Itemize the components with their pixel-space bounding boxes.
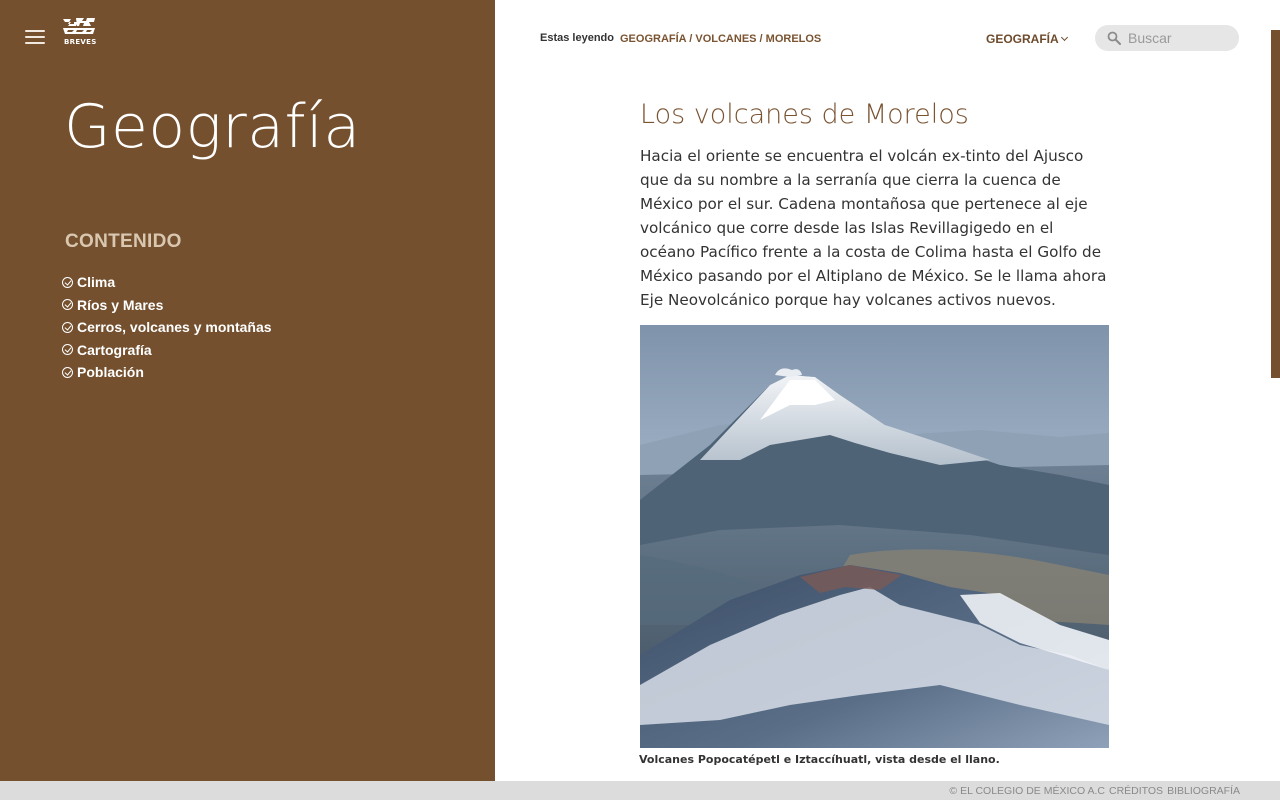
toc-item-label: Cartografía (77, 341, 152, 358)
reading-label: Estas leyendo (540, 32, 614, 44)
category-dropdown[interactable] (986, 32, 1067, 46)
magnifier-icon (1107, 31, 1121, 45)
footer (0, 781, 1280, 800)
check-circle-icon (62, 344, 73, 355)
logo-mark-icon (62, 17, 96, 35)
check-circle-icon (62, 367, 73, 378)
scrollbar-thumb[interactable] (1271, 30, 1280, 378)
toc-item-label: Ríos y Mares (77, 296, 164, 313)
toc-item-clima[interactable] (62, 271, 272, 294)
section-title: Geografía (64, 92, 361, 162)
bibliography-link[interactable]: BIBLIOGRAFÍA (1167, 785, 1240, 797)
article-title: Los volcanes de Morelos (640, 99, 969, 130)
check-circle-icon (62, 299, 73, 310)
contents-title: CONTENIDO (65, 231, 182, 252)
toc-item-label: Clima (77, 274, 116, 291)
logo[interactable] (62, 17, 98, 49)
category-dropdown-label: GEOGRAFÍA (986, 32, 1059, 46)
toc-item-cerros[interactable] (62, 316, 272, 339)
article-body: Hacia el oriente se encuentra el volcán ex-tinto del Ajusco que da su nombre a la serranía que cierra la cuenca de México por el sur. Cadena montañosa que pertenece al eje volcánico que corre desde las Islas Revillagigedo en el océano Pacífico frente a la costa de Colima hasta el Golfo de México pasando por el Altiplano de México. Se le llama ahora Eje Neovolcánico porque hay volcanes activos nuevos. (640, 147, 1107, 309)
check-circle-icon (62, 322, 73, 333)
chevron-down-icon (1061, 34, 1068, 41)
photo-caption: Volcanes Popocatépetl e Iztaccíhuatl, vista desde el llano. (639, 753, 1000, 766)
search-box (1095, 25, 1239, 51)
toc-item-label: Cerros, volcanes y montañas (77, 319, 272, 336)
logo-text: BREVES (64, 38, 97, 46)
volcano-illustration (640, 325, 1109, 748)
toc-item-rios-y-mares[interactable] (62, 294, 272, 317)
toc-item-label: Población (77, 364, 144, 381)
sidebar (0, 0, 495, 781)
footer-links (949, 785, 1240, 797)
table-of-contents (62, 271, 272, 384)
credits-link[interactable]: CRÉDITOS (1108, 785, 1164, 797)
hamburger-icon[interactable] (25, 30, 45, 46)
toc-item-poblacion[interactable] (62, 361, 272, 384)
check-circle-icon (62, 277, 73, 288)
copyright-link[interactable]: © EL COLEGIO DE MÉXICO A.C (949, 785, 1105, 797)
volcano-photo (640, 325, 1109, 748)
breadcrumb[interactable]: GEOGRAFÍA / VOLCANES / MORELOS (620, 33, 822, 45)
toc-item-cartografia[interactable] (62, 339, 272, 362)
